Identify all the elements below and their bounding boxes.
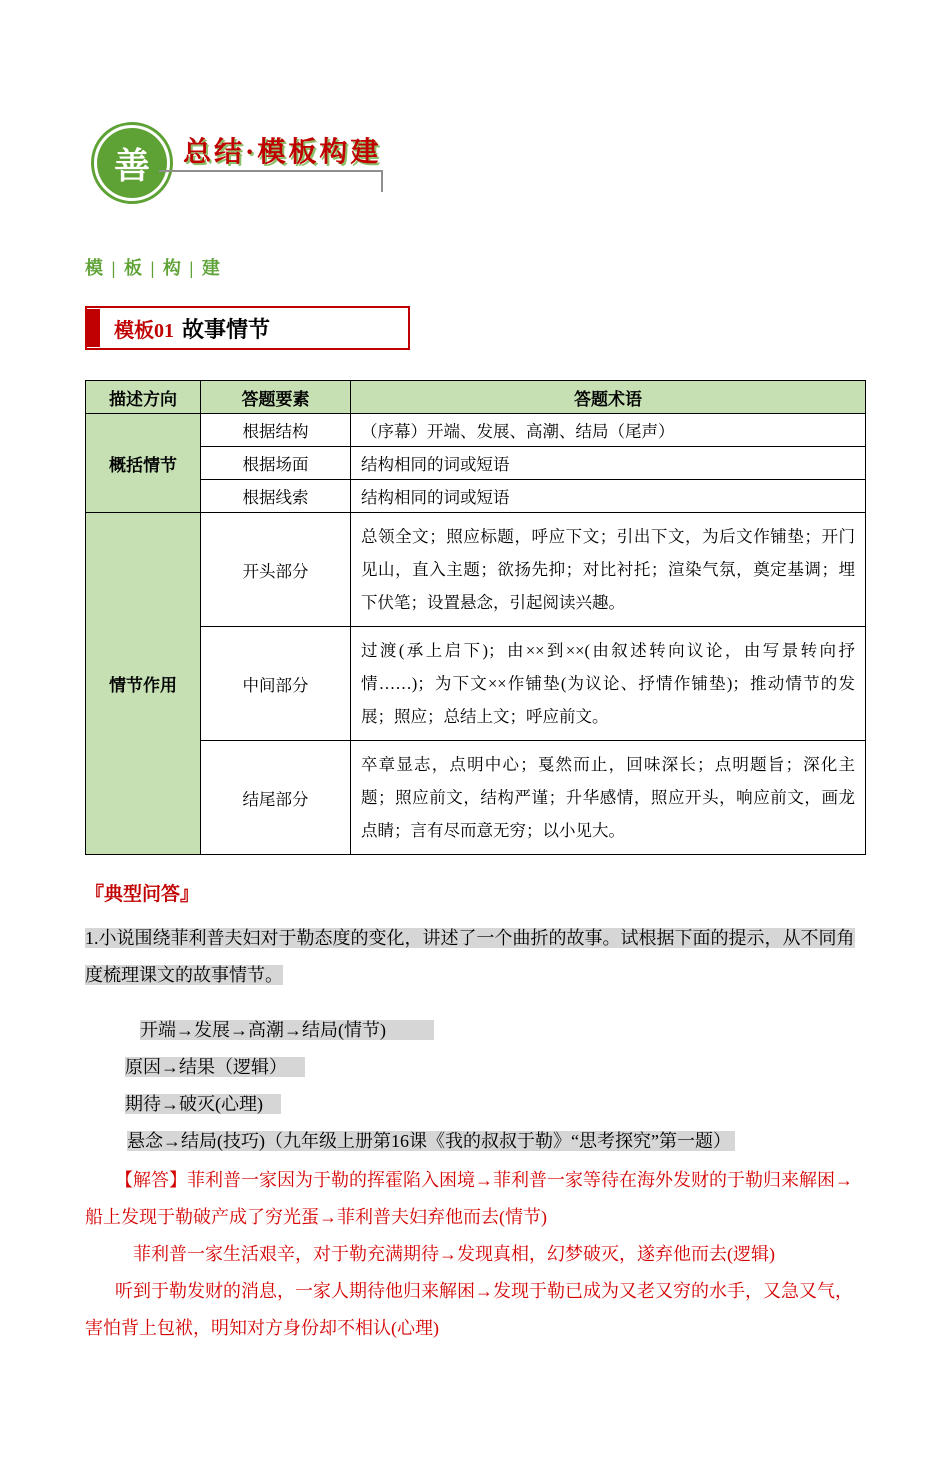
- element-cell: 结尾部分: [201, 741, 351, 855]
- qa-section-title: 『典型问答』: [85, 884, 200, 905]
- answer-plot: 【解答】菲利普一家因为于勒的挥霍陷入困境→菲利普一家等待在海外发财的于勒归来解困→船上发现于勒破产成了穷光蛋→菲利普夫妇弃他而去(情节): [85, 1170, 853, 1227]
- table-row: [86, 513, 866, 627]
- term-cell: 结构相同的词或短语: [351, 447, 866, 480]
- hint-line-psychology: 期待→破灭(心理): [125, 1086, 865, 1123]
- term-cell: 总领全文；照应标题，呼应下文；引出下文，为后文作铺垫；开门见山，直入主题；欲扬先抑；对比衬托；渲染气氛，奠定基调；埋下伏笔；设置悬念，引起阅读兴趣。: [351, 513, 866, 627]
- template-title: 故事情节: [182, 316, 271, 342]
- element-cell: 根据结构: [201, 414, 351, 447]
- element-cell: 中间部分: [201, 627, 351, 741]
- answer-template-table: [85, 380, 866, 855]
- table-row: [86, 414, 866, 447]
- column-header-element: 答题要素: [201, 381, 351, 414]
- hint-line-technique: 悬念→结局(技巧)（九年级上册第16课《我的叔叔于勒》“思考探究”第一题）: [127, 1123, 865, 1160]
- column-header-term: 答题术语: [351, 381, 866, 414]
- banner-title: 总结·模板构建: [183, 137, 382, 168]
- question-text: [85, 920, 865, 994]
- table-row: [86, 480, 866, 513]
- answer-block: [85, 1162, 865, 1347]
- term-cell: 过渡(承上启下)；由××到××(由叙述转向议论，由写景转向抒情……)；为下文××作铺垫(为议论、抒情作铺垫)；推动情节的发展；照应；总结上文；呼应前文。: [351, 627, 866, 741]
- table-row: [86, 741, 866, 855]
- term-cell: （序幕）开端、发展、高潮、结局（尾声）: [351, 414, 866, 447]
- template-title-box: [85, 306, 410, 350]
- red-notch-decoration: [87, 309, 100, 347]
- table-row: [86, 447, 866, 480]
- page: [0, 122, 950, 1347]
- hint-line-plot: 开端→发展→高潮→结局(情节): [140, 1012, 865, 1049]
- hint-line-logic: 原因→结果（逻辑）: [125, 1049, 865, 1086]
- element-cell: 根据场面: [201, 447, 351, 480]
- template-tag: 模板01: [114, 319, 174, 342]
- term-cell: 结构相同的词或短语: [351, 480, 866, 513]
- group-cell-plot-function: 情节作用: [86, 513, 201, 855]
- group-cell-summarize-plot: 概括情节: [86, 414, 201, 513]
- column-header-direction: 描述方向: [86, 381, 201, 414]
- table-header-row: [86, 381, 866, 414]
- section-label: 模 | 板 | 构 | 建: [85, 258, 222, 278]
- element-cell: 根据线索: [201, 480, 351, 513]
- header-banner: [91, 122, 865, 214]
- answer-psychology: 听到于勒发财的消息，一家人期待他归来解困→发现于勒已成为又老又穷的水手，又急又气，害怕背上包袱，明知对方身份却不相认(心理): [85, 1281, 853, 1338]
- banner-underline: [159, 170, 383, 192]
- answer-logic: 菲利普一家生活艰辛，对于勒充满期待→发现真相，幻梦破灭，遂弃他而去(逻辑): [133, 1244, 775, 1264]
- logo-character: 善: [97, 128, 167, 198]
- table-row: [86, 627, 866, 741]
- element-cell: 开头部分: [201, 513, 351, 627]
- question-highlight: 1.小说围绕菲利普夫妇对于勒态度的变化，讲述了一个曲折的故事。试根据下面的提示，从不同角度梳理课文的故事情节。: [85, 928, 855, 985]
- term-cell: 卒章显志，点明中心；戛然而止，回味深长；点明题旨；深化主题；照应前文，结构严谨；升华感情，照应开头，响应前文，画龙点睛；言有尽而意无穷；以小见大。: [351, 741, 866, 855]
